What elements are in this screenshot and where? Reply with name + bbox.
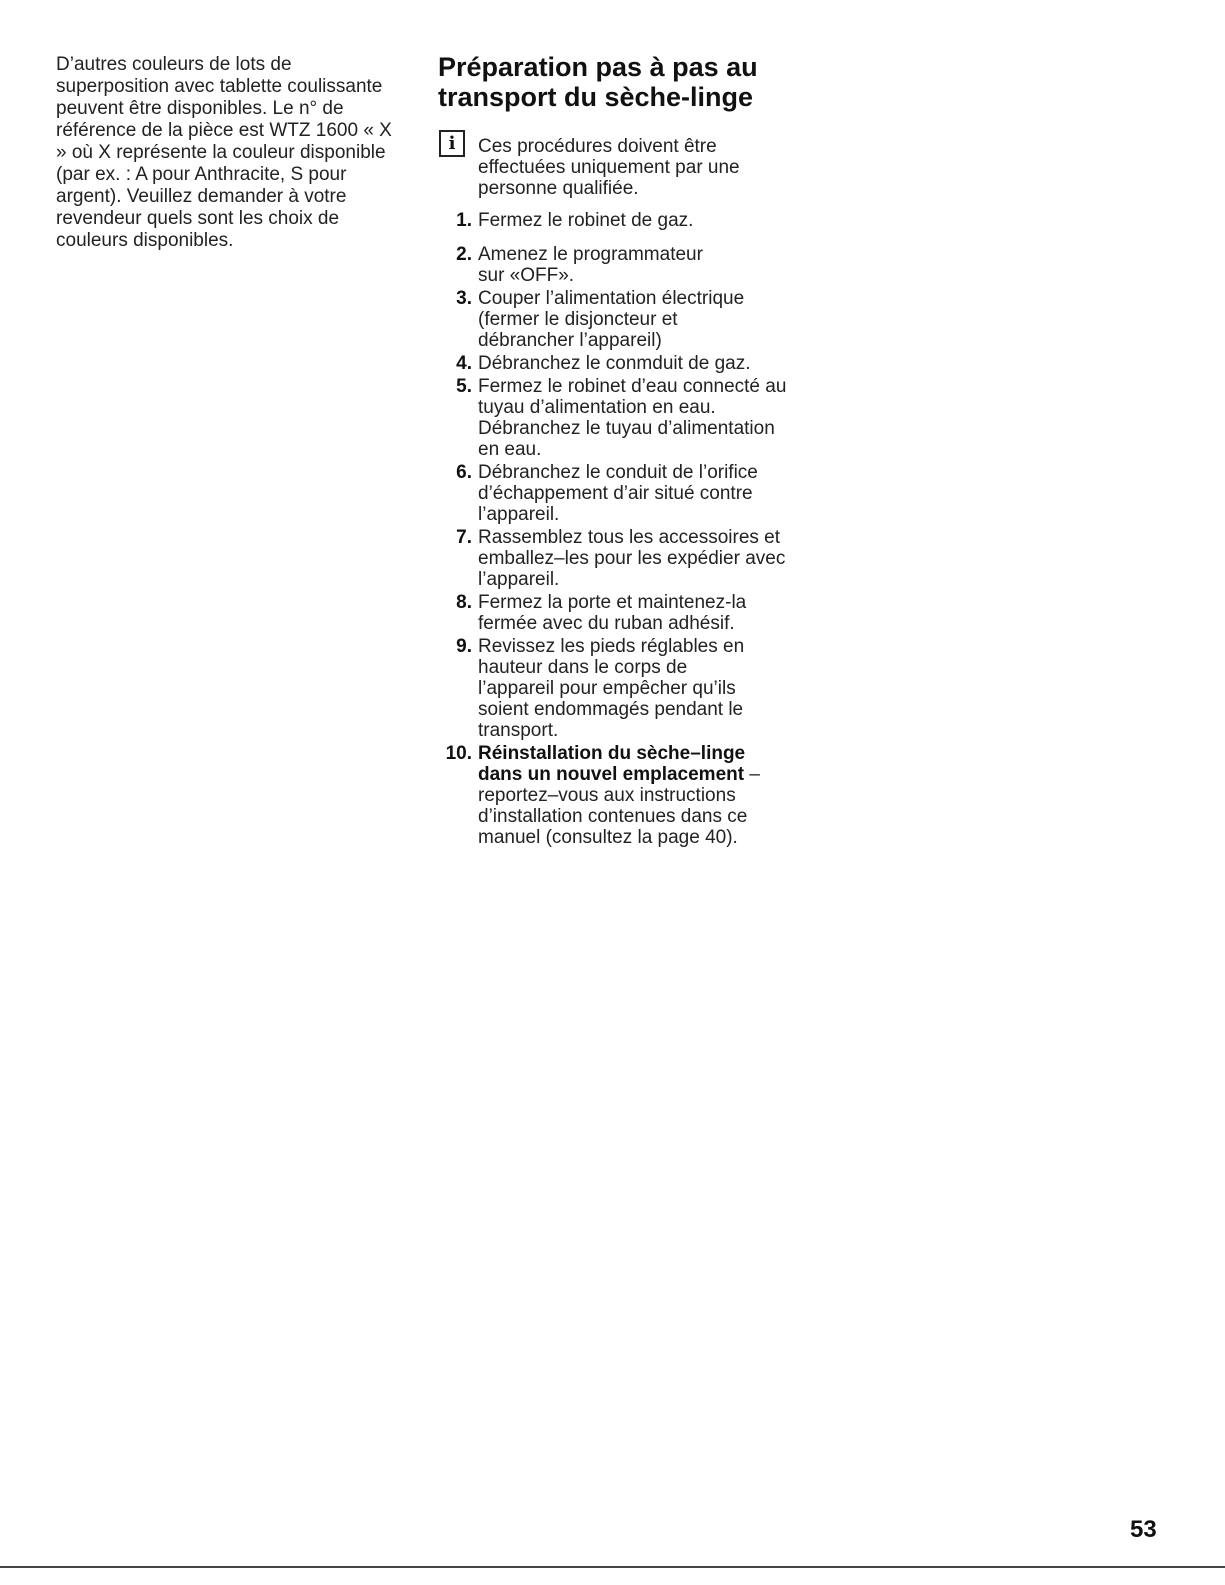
step-item <box>438 244 798 286</box>
step-number: 10. <box>445 743 472 764</box>
step-item <box>438 353 798 374</box>
info-icon: i <box>439 130 465 157</box>
step-item <box>438 210 798 231</box>
step-item <box>438 636 798 741</box>
step-number: 5. <box>456 376 472 397</box>
step-number: 6. <box>456 462 472 483</box>
step-item <box>438 376 798 460</box>
page-number: 53 <box>1130 1516 1157 1543</box>
step-number: 7. <box>456 527 472 548</box>
step-number: 2. <box>456 244 472 265</box>
step-item <box>438 527 798 590</box>
step-item <box>438 743 798 848</box>
step-text: Fermez le robinet de gaz. <box>478 210 694 231</box>
step-text: Débranchez le conduit de l’orifice d’échappement d’air situé contre l’appareil. <box>478 462 758 525</box>
info-note-text: Ces procédures doivent être effectuées uniquement par une personne qualifiée. <box>478 136 740 199</box>
step-bold-text: Réinstallation du sèche–linge dans un nouvel emplacement <box>478 743 746 785</box>
step-item <box>438 462 798 525</box>
step-number: 9. <box>456 636 472 657</box>
step-text: Amenez le programmateur sur «OFF». <box>478 244 703 286</box>
step-number: 4. <box>456 353 472 374</box>
step-text: Fermez la porte et maintenez-la fermée avec du ruban adhésif. <box>478 592 747 634</box>
step-text: Revissez les pieds réglables en hauteur dans le corps de l’appareil pour empêcher qu’ils soient endommagés pendant le transport. <box>478 636 745 741</box>
step-number: 1. <box>456 210 472 231</box>
step-number: 8. <box>456 592 472 613</box>
info-note <box>438 130 798 199</box>
right-column <box>438 52 798 850</box>
step-number: 3. <box>456 288 472 309</box>
steps-list <box>438 210 798 848</box>
step-item <box>438 592 798 634</box>
bottom-divider <box>0 1566 1225 1568</box>
step-text: – reportez–vous aux instructions d’installation contenues dans ce manuel (consultez la page 40). <box>478 764 760 848</box>
step-text: Débranchez le conmduit de gaz. <box>478 353 751 374</box>
step-text: Fermez le robinet d’eau connecté au tuyau d’alimentation en eau. Débranchez le tuyau d’alimentation en eau. <box>478 376 787 460</box>
section-title: Préparation pas à pas au transport du sèche-linge <box>438 52 758 112</box>
left-column <box>56 54 401 252</box>
step-item <box>438 288 798 351</box>
step-text: Rassemblez tous les accessoires et emballez–les pour les expédier avec l’appareil. <box>478 527 786 590</box>
step-text: Couper l’alimentation électrique (fermer le disjoncteur et débrancher l’appareil) <box>478 288 745 351</box>
stacking-kit-paragraph: D’autres couleurs de lots de superposition avec tablette coulissante peuvent être disponibles. Le n° de référence de la pièce est WTZ 1600 « X » où X représente la couleur disponible (par ex. : A pour Anthracite, S pour argent). Veuillez demander à votre revendeur quels sont les choix de couleurs disponibles. <box>56 54 392 251</box>
